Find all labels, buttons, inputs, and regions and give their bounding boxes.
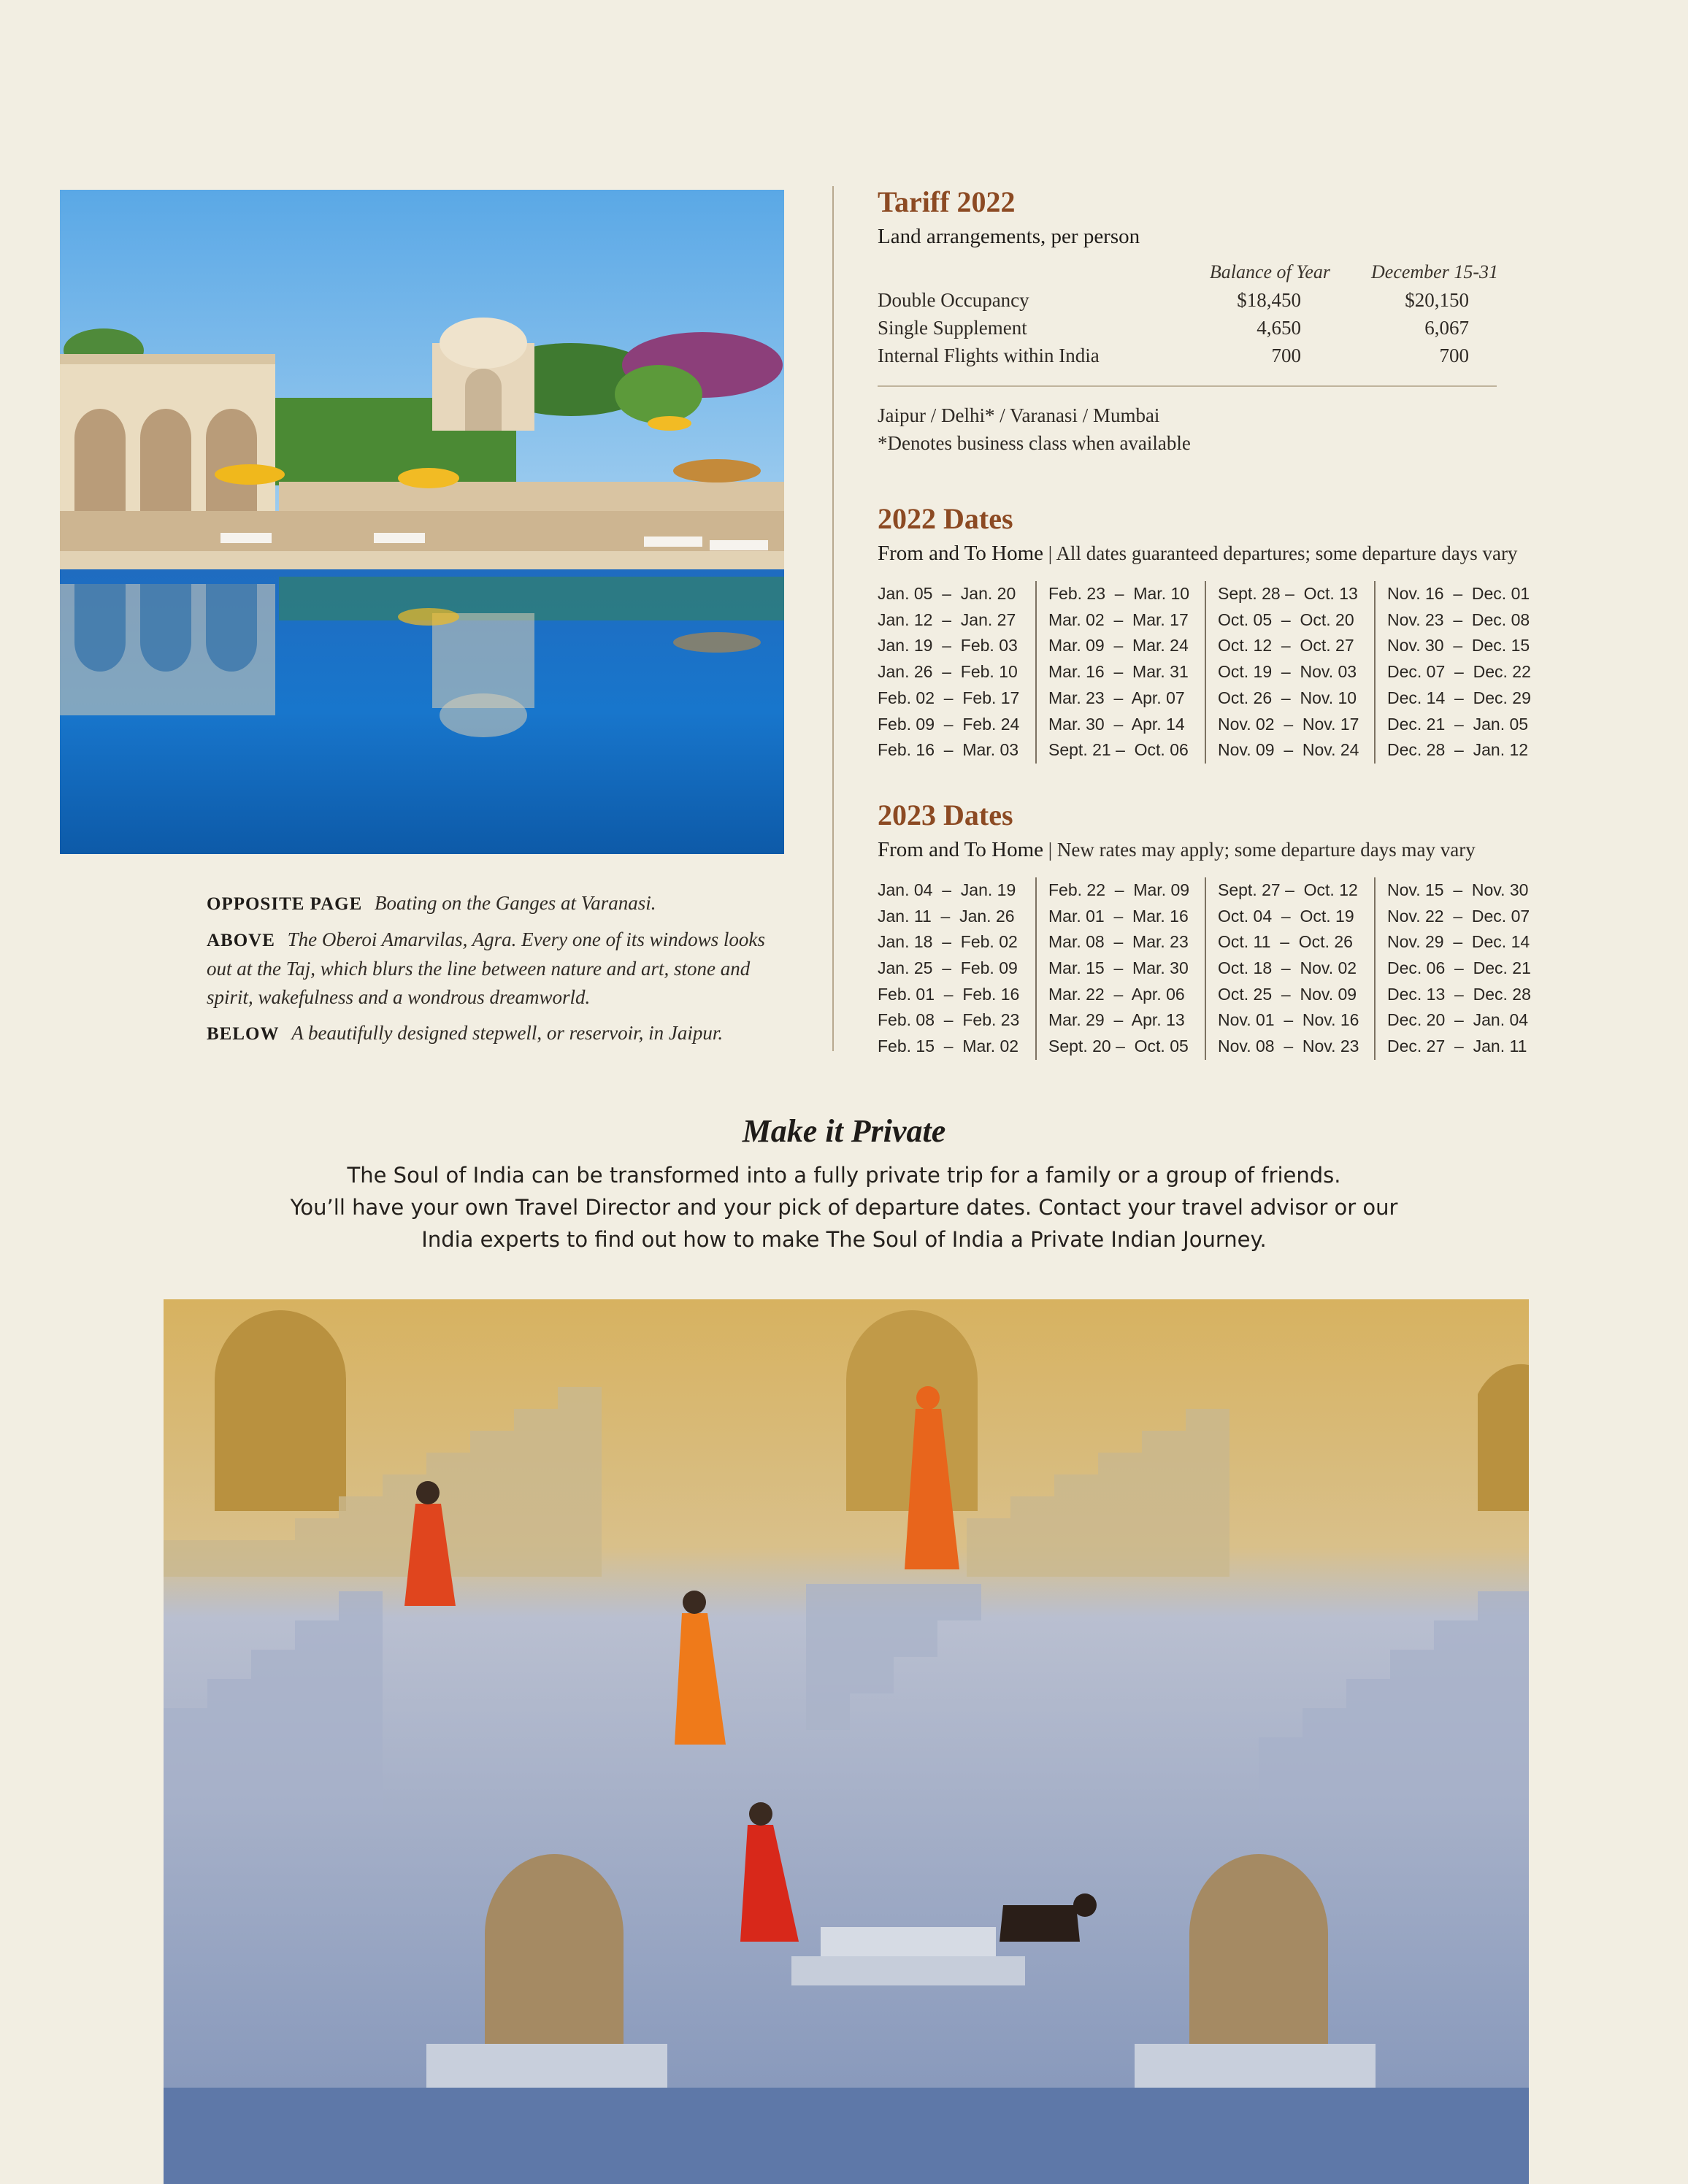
- departure-date-range: Mar. 23 – Apr. 07: [1048, 688, 1185, 707]
- dates-column: [878, 877, 1035, 1060]
- tariff-header-row: [878, 258, 1498, 286]
- dates-2023-title: 2023 Dates: [878, 798, 1013, 831]
- dates-column: [1205, 877, 1374, 1060]
- photo-captions: [207, 889, 783, 1056]
- departure-date-range: Dec. 14 – Dec. 29: [1387, 688, 1531, 707]
- dates-column: [1035, 877, 1205, 1060]
- departure-date-range: Dec. 13 – Dec. 28: [1387, 984, 1531, 1004]
- tariff-row-december: 6,067: [1424, 317, 1469, 339]
- pool-palace-illustration: [60, 190, 784, 854]
- dates-2022-note: All dates guaranteed departures; some departure days vary: [1056, 542, 1518, 564]
- dates-2022-lead: From and To Home: [878, 542, 1044, 565]
- dates-2023: [878, 796, 1651, 1060]
- departure-date-range: Dec. 21 – Jan. 05: [1387, 714, 1529, 734]
- departure-date-range: Nov. 01 – Nov. 16: [1218, 1010, 1359, 1030]
- departure-date-range: Dec. 07 – Dec. 22: [1387, 662, 1531, 682]
- dates-2023-note: New rates may apply; some departure days may vary: [1056, 838, 1476, 861]
- departure-date-range: Nov. 09 – Nov. 24: [1218, 740, 1359, 760]
- dates-2023-subtitle: [878, 835, 1651, 864]
- departure-date-range: Dec. 06 – Dec. 21: [1387, 958, 1531, 978]
- departure-date-range: Oct. 12 – Oct. 27: [1218, 636, 1354, 655]
- departure-date-range: Mar. 08 – Mar. 23: [1048, 932, 1189, 952]
- tariff-footnote: *Denotes business class when available: [878, 432, 1191, 454]
- departure-date-range: Mar. 29 – Apr. 13: [1048, 1010, 1185, 1030]
- departure-date-range: Oct. 11 – Oct. 26: [1218, 932, 1353, 952]
- tariff-col-december: December 15-31: [1371, 261, 1498, 282]
- departure-date-range: Sept. 27 – Oct. 12: [1218, 880, 1358, 899]
- departure-date-range: Mar. 16 – Mar. 31: [1048, 662, 1189, 682]
- tariff-row-label: Single Supplement: [878, 317, 1027, 339]
- stepwell-photo: [164, 1299, 1529, 2184]
- departure-date-range: Sept. 28 – Oct. 13: [1218, 584, 1358, 603]
- caption-label: BELOW: [207, 1024, 280, 1044]
- departure-date-range: Mar. 01 – Mar. 16: [1048, 906, 1189, 926]
- departure-date-range: Oct. 04 – Oct. 19: [1218, 906, 1354, 926]
- caption-opposite-page: [207, 889, 783, 918]
- tariff-subtitle: Land arrangements, per person: [878, 225, 1140, 248]
- private-line: You’ll have your own Travel Director and your pick of departure dates. Contact your travel advisor or our: [290, 1195, 1398, 1220]
- private-title: Make it Private: [742, 1113, 946, 1149]
- departure-date-range: Jan. 25 – Feb. 09: [878, 958, 1018, 978]
- caption-label: ABOVE: [207, 931, 275, 950]
- tariff-row-label: Double Occupancy: [878, 289, 1029, 311]
- departure-date-range: Mar. 02 – Mar. 17: [1048, 610, 1189, 629]
- make-it-private: [0, 1110, 1688, 1256]
- departure-date-range: Mar. 22 – Apr. 06: [1048, 984, 1185, 1004]
- private-line: India experts to find out how to make The Soul of India a Private Indian Journey.: [421, 1227, 1267, 1252]
- tariff-divider: [878, 385, 1497, 387]
- dates-2022-grid: [878, 581, 1651, 764]
- tariff-row: [878, 286, 1498, 314]
- dates-column: [1035, 581, 1205, 764]
- departure-date-range: Jan. 19 – Feb. 03: [878, 636, 1018, 655]
- departure-date-range: Feb. 23 – Mar. 10: [1048, 584, 1190, 603]
- tariff-route: Jaipur / Delhi* / Varanasi / Mumbai: [878, 404, 1160, 426]
- departure-date-range: Nov. 08 – Nov. 23: [1218, 1037, 1359, 1056]
- private-line: The Soul of India can be transformed into a fully private trip for a family or a group of friends.: [347, 1163, 1341, 1188]
- departure-date-range: Nov. 15 – Nov. 30: [1387, 880, 1529, 899]
- dates-2022: [878, 499, 1651, 764]
- departure-date-range: Jan. 26 – Feb. 10: [878, 662, 1018, 682]
- tariff-header-blank: [878, 258, 1184, 286]
- departure-date-range: Feb. 22 – Mar. 09: [1048, 880, 1190, 899]
- departure-date-range: Nov. 30 – Dec. 15: [1387, 636, 1530, 655]
- dates-column: [1205, 581, 1374, 764]
- departure-date-range: Nov. 02 – Nov. 17: [1218, 714, 1359, 734]
- departure-date-range: Oct. 05 – Oct. 20: [1218, 610, 1354, 629]
- pool-palace-photo: [60, 190, 784, 854]
- tariff-row-balance: 700: [1271, 345, 1301, 366]
- caption-text: The Oberoi Amarvilas, Agra. Every one of its windows looks out at the Taj, which blurs the line between nature and art, stone and spirit, wakefulness and a wondrous dreamworld.: [207, 928, 765, 1008]
- departure-date-range: Jan. 11 – Jan. 26: [878, 906, 1015, 926]
- dates-column: [878, 581, 1035, 764]
- tariff-col-balance: Balance of Year: [1209, 261, 1330, 282]
- departure-date-range: Mar. 15 – Mar. 30: [1048, 958, 1189, 978]
- dates-2022-title: 2022 Dates: [878, 502, 1013, 535]
- caption-above: [207, 926, 783, 1012]
- tariff-row-december: $20,150: [1405, 289, 1469, 311]
- tariff-row-december: 700: [1439, 345, 1469, 366]
- departure-date-range: Nov. 23 – Dec. 08: [1387, 610, 1530, 629]
- departure-date-range: Nov. 29 – Dec. 14: [1387, 932, 1530, 952]
- dates-column: [1374, 581, 1543, 764]
- tariff-row: [878, 314, 1498, 342]
- dates-2023-grid: [878, 877, 1651, 1060]
- dates-2023-lead: From and To Home: [878, 837, 1044, 861]
- dates-column: [1374, 877, 1543, 1060]
- tariff-row-balance: $18,450: [1237, 289, 1301, 311]
- departure-date-range: Nov. 16 – Dec. 01: [1387, 584, 1530, 603]
- departure-date-range: Jan. 18 – Feb. 02: [878, 932, 1018, 952]
- tariff-table: [878, 258, 1498, 369]
- departure-date-range: Jan. 04 – Jan. 19: [878, 880, 1016, 899]
- departure-date-range: Feb. 16 – Mar. 03: [878, 740, 1019, 760]
- dates-2023-separator: |: [1043, 838, 1057, 861]
- caption-below: [207, 1019, 783, 1048]
- tariff-row-balance: 4,650: [1257, 317, 1301, 339]
- departure-date-range: Oct. 25 – Nov. 09: [1218, 984, 1357, 1004]
- departure-date-range: Oct. 18 – Nov. 02: [1218, 958, 1357, 978]
- departure-date-range: Sept. 20 – Oct. 05: [1048, 1037, 1189, 1056]
- departure-date-range: Feb. 15 – Mar. 02: [878, 1037, 1019, 1056]
- departure-date-range: Sept. 21 – Oct. 06: [1048, 740, 1189, 760]
- tariff-row-label: Internal Flights within India: [878, 345, 1100, 366]
- departure-date-range: Feb. 02 – Feb. 17: [878, 688, 1020, 707]
- departure-date-range: Mar. 30 – Apr. 14: [1048, 714, 1185, 734]
- departure-date-range: Oct. 26 – Nov. 10: [1218, 688, 1357, 707]
- column-divider: [832, 186, 834, 1051]
- departure-date-range: Mar. 09 – Mar. 24: [1048, 636, 1189, 655]
- caption-label: OPPOSITE PAGE: [207, 894, 363, 914]
- tariff-title: Tariff 2022: [878, 185, 1016, 218]
- dates-2022-separator: |: [1043, 542, 1056, 564]
- departure-date-range: Feb. 01 – Feb. 16: [878, 984, 1020, 1004]
- departure-date-range: Dec. 20 – Jan. 04: [1387, 1010, 1529, 1030]
- caption-text: A beautifully designed stepwell, or reservoir, in Jaipur.: [291, 1022, 724, 1044]
- caption-text: Boating on the Ganges at Varanasi.: [375, 892, 656, 914]
- tariff-and-dates: [878, 182, 1651, 1060]
- departure-date-range: Feb. 08 – Feb. 23: [878, 1010, 1020, 1030]
- dates-2022-subtitle: [878, 539, 1651, 568]
- departure-date-range: Jan. 05 – Jan. 20: [878, 584, 1016, 603]
- departure-date-range: Feb. 09 – Feb. 24: [878, 714, 1020, 734]
- tariff-row: [878, 342, 1498, 369]
- stepwell-illustration: [164, 1299, 1529, 2184]
- departure-date-range: Dec. 28 – Jan. 12: [1387, 740, 1529, 760]
- departure-date-range: Jan. 12 – Jan. 27: [878, 610, 1016, 629]
- departure-date-range: Dec. 27 – Jan. 11: [1387, 1037, 1527, 1056]
- departure-date-range: Nov. 22 – Dec. 07: [1387, 906, 1530, 926]
- departure-date-range: Oct. 19 – Nov. 03: [1218, 662, 1357, 682]
